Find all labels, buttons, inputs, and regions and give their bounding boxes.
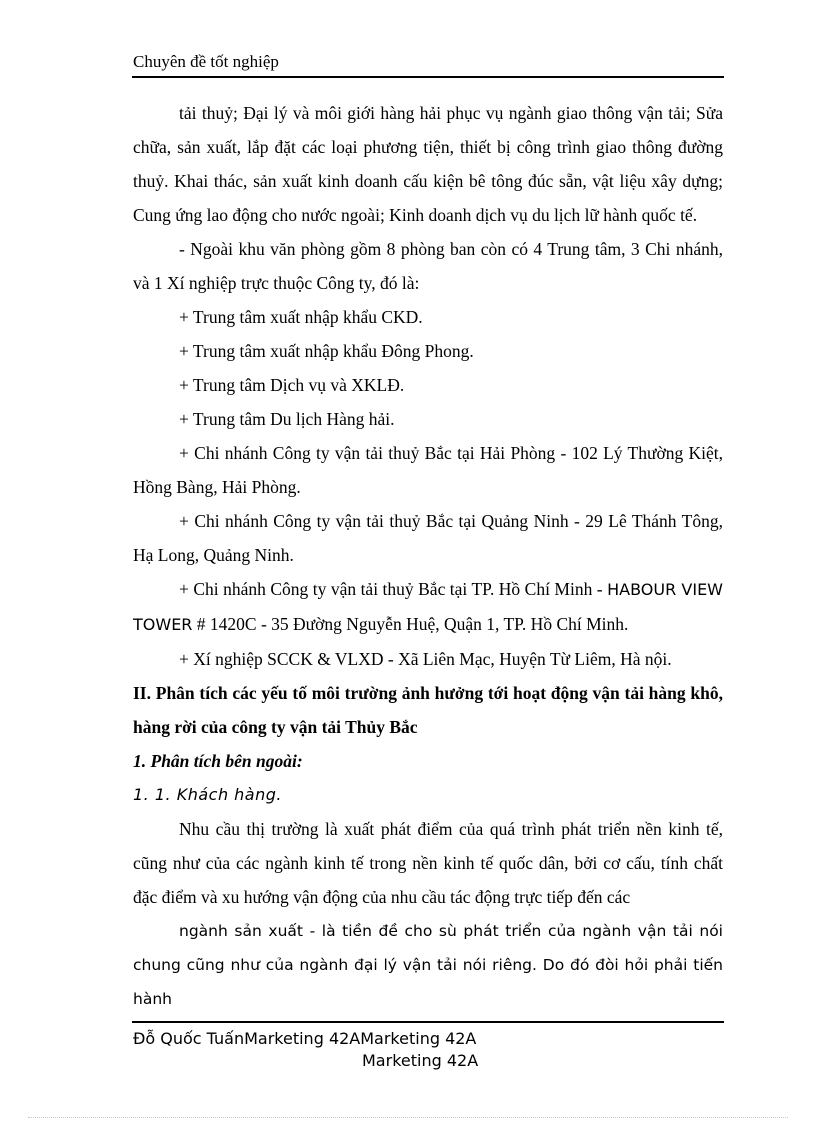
list-item-branch-quang-ninh: + Chi nhánh Công ty vận tải thuỷ Bắc tại Quảng Ninh - 29 Lê Thánh Tông, Hạ Long, Quảng Ninh. (133, 511, 723, 565)
paragraph-structure: - Ngoài khu văn phòng gồm 8 phòng ban còn có 4 Trung tâm, 3 Chi nhánh, và 1 Xí nghiệp trực thuộc Công ty, đó là: (133, 239, 723, 293)
document-body (133, 96, 723, 1016)
branch-hcm-building: HABOUR VIEW TOWER (133, 580, 723, 634)
page-header-title: Chuyên đề tốt nghiệp (133, 52, 279, 71)
header-rule (132, 76, 724, 78)
list-item-center-ckd: + Trung tâm xuất nhập khẩu CKD. (179, 307, 423, 327)
branch-hcm-address: # 1420C - 35 Đường Nguyễn Huệ, Quận 1, TP. Hồ Chí Minh. (196, 614, 629, 634)
paragraph-market-demand: Nhu cầu thị trường là xuất phát điểm của quá trình phát triển nền kinh tế, cũng như của các ngành kinh tế trong nền kinh tế quốc dân, bởi cơ cấu, tính chất đặc điểm và xu hướng vận động của nhu cầu tác động trực tiếp đến các (133, 819, 723, 907)
list-item-center-services: + Trung tâm Dịch vụ và XKLĐ. (179, 375, 405, 395)
branch-hcm-text: + Chi nhánh Công ty vận tải thuỷ Bắc tại TP. Hồ Chí Minh - (179, 579, 603, 599)
footer-author: Đỗ Quốc TuấnMarketing 42AMarketing 42A (133, 1029, 477, 1048)
paragraph-transport-industry: ngành sản xuất - là tiền đề cho sù phát triển của ngành vận tải nói chung cũng như của ngành đại lý vận tải nói riêng. Do đó đòi hỏi phải tiến hành (133, 922, 723, 1008)
paragraph-services: tải thuỷ; Đại lý và môi giới hàng hải phục vụ ngành giao thông vận tải; Sửa chữa, sản xuất, lắp đặt các loại phương tiện, thiết bị công trình giao thông đường thuỷ. Khai thác, sản xuất kinh doanh cấu kiện bê tông đúc sẵn, vật liệu xây dựng; Cung ứng lao động cho nước ngoài; Kinh doanh dịch vụ du lịch lữ hành quốc tế. (133, 103, 723, 225)
page-edge-divider (28, 1117, 788, 1118)
section-heading-2: II. Phân tích các yếu tố môi trường ảnh hưởng tới hoạt động vận tải hàng khô, hàng rời của công ty vận tải Thủy Bắc (133, 683, 723, 737)
subsection-heading-external: 1. Phân tích bên ngoài: (133, 751, 303, 771)
list-item-center-tourism: + Trung tâm Du lịch Hàng hải. (179, 409, 395, 429)
list-item-enterprise: + Xí nghiệp SCCK & VLXD - Xã Liên Mạc, Huyện Từ Liêm, Hà nội. (179, 649, 672, 669)
footer-class: Marketing 42A (362, 1051, 479, 1070)
footer-rule (132, 1021, 724, 1023)
list-item-branch-hai-phong: + Chi nhánh Công ty vận tải thuỷ Bắc tại Hải Phòng - 102 Lý Thường Kiệt, Hồng Bàng, Hải Phòng. (133, 443, 723, 497)
subsection-heading-customers: 1. 1. Khách hàng. (133, 785, 282, 804)
list-item-branch-hcm (133, 572, 723, 642)
list-item-center-dong-phong: + Trung tâm xuất nhập khẩu Đông Phong. (179, 341, 474, 361)
